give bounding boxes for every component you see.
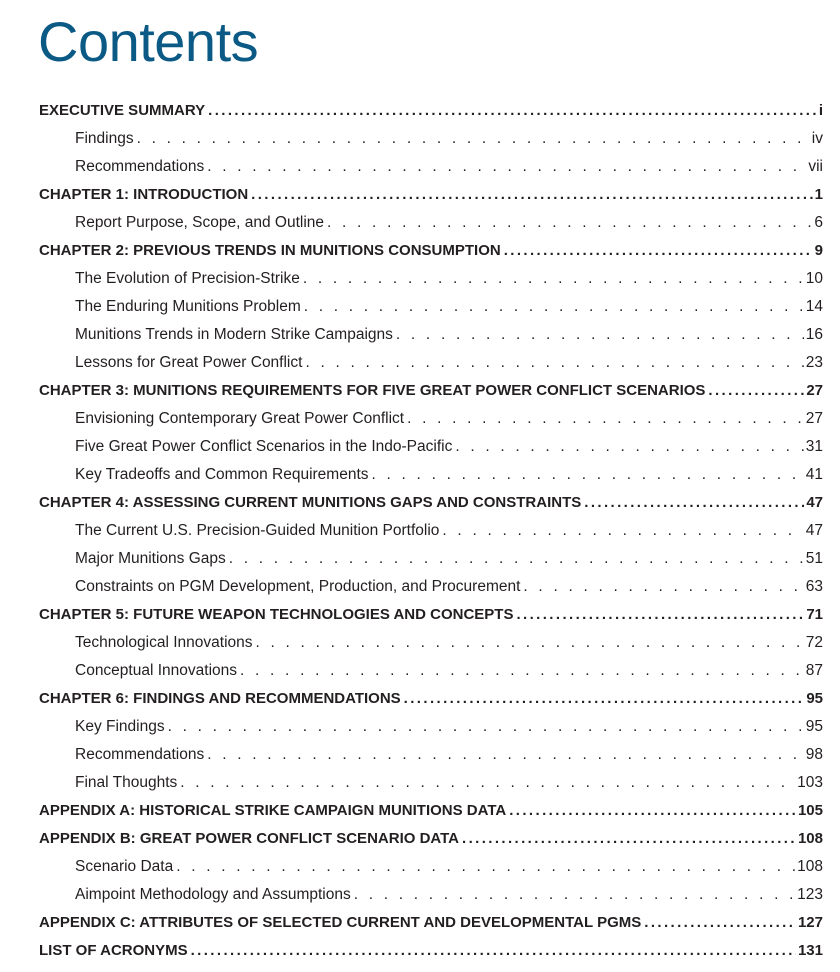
table-of-contents bbox=[39, 97, 823, 965]
toc-page-number: 27 bbox=[805, 410, 823, 427]
toc-entry-label: The Evolution of Precision-Strike bbox=[75, 270, 300, 287]
toc-dot-leader bbox=[256, 629, 804, 657]
toc-dot-leader bbox=[523, 573, 803, 601]
toc-subsection-entry[interactable] bbox=[39, 853, 823, 881]
toc-dot-leader bbox=[708, 377, 804, 405]
toc-entry-label: APPENDIX B: GREAT POWER CONFLICT SCENARIO DATA bbox=[39, 830, 459, 847]
toc-entry-label: Five Great Power Conflict Scenarios in the Indo-Pacific bbox=[75, 438, 453, 455]
toc-dot-leader bbox=[176, 853, 795, 881]
toc-dot-leader bbox=[327, 209, 812, 237]
toc-section-entry[interactable] bbox=[39, 685, 823, 713]
toc-page-number: 72 bbox=[805, 634, 823, 651]
toc-entry-label: The Current U.S. Precision-Guided Munition Portfolio bbox=[75, 522, 440, 539]
toc-entry-label: APPENDIX A: HISTORICAL STRIKE CAMPAIGN MUNITIONS DATA bbox=[39, 802, 507, 819]
toc-subsection-entry[interactable] bbox=[39, 657, 823, 685]
toc-page-number: 71 bbox=[806, 606, 823, 623]
toc-subsection-entry[interactable] bbox=[39, 349, 823, 377]
toc-dot-leader bbox=[251, 181, 812, 209]
toc-section-entry[interactable] bbox=[39, 97, 823, 125]
toc-entry-label: Key Tradeoffs and Common Requirements bbox=[75, 466, 369, 483]
toc-subsection-entry[interactable] bbox=[39, 153, 823, 181]
toc-page-number: 103 bbox=[797, 774, 823, 791]
toc-dot-leader bbox=[137, 125, 810, 153]
toc-dot-leader bbox=[455, 433, 803, 461]
toc-page-number: 23 bbox=[805, 354, 823, 371]
toc-page-number: 131 bbox=[797, 942, 823, 959]
toc-page-number: i bbox=[818, 102, 823, 119]
toc-page-number: 9 bbox=[814, 242, 823, 259]
toc-subsection-entry[interactable] bbox=[39, 461, 823, 489]
toc-dot-leader bbox=[407, 405, 804, 433]
toc-dot-leader bbox=[191, 937, 796, 965]
toc-dot-leader bbox=[584, 489, 804, 517]
toc-page-number: 14 bbox=[805, 298, 823, 315]
toc-subsection-entry[interactable] bbox=[39, 517, 823, 545]
toc-entry-label: Lessons for Great Power Conflict bbox=[75, 354, 303, 371]
toc-page-number: 108 bbox=[797, 858, 823, 875]
toc-page-number: 98 bbox=[805, 746, 823, 763]
toc-page-number: 10 bbox=[805, 270, 823, 287]
toc-page-number: 95 bbox=[806, 690, 823, 707]
toc-entry-label: CHAPTER 6: FINDINGS AND RECOMMENDATIONS bbox=[39, 690, 401, 707]
toc-subsection-entry[interactable] bbox=[39, 881, 823, 909]
toc-page-number: 41 bbox=[805, 466, 823, 483]
toc-section-entry[interactable] bbox=[39, 909, 823, 937]
toc-subsection-entry[interactable] bbox=[39, 629, 823, 657]
toc-section-entry[interactable] bbox=[39, 797, 823, 825]
toc-dot-leader bbox=[208, 97, 817, 125]
toc-page-number: 47 bbox=[805, 522, 823, 539]
toc-dot-leader bbox=[303, 265, 804, 293]
toc-dot-leader bbox=[404, 685, 805, 713]
toc-section-entry[interactable] bbox=[39, 377, 823, 405]
toc-entry-label: Recommendations bbox=[75, 746, 205, 763]
toc-entry-label: LIST OF ACRONYMS bbox=[39, 942, 188, 959]
toc-dot-leader bbox=[168, 713, 804, 741]
toc-entry-label: EXECUTIVE SUMMARY bbox=[39, 102, 206, 119]
toc-dot-leader bbox=[354, 881, 795, 909]
toc-entry-label: Report Purpose, Scope, and Outline bbox=[75, 214, 325, 231]
toc-dot-leader bbox=[396, 321, 804, 349]
toc-page-number: 1 bbox=[814, 186, 823, 203]
toc-page-number: 47 bbox=[806, 494, 823, 511]
toc-entry-label: Technological Innovations bbox=[75, 634, 253, 651]
toc-entry-label: Conceptual Innovations bbox=[75, 662, 238, 679]
toc-entry-label: Final Thoughts bbox=[75, 774, 178, 791]
toc-entry-label: Munitions Trends in Modern Strike Campaigns bbox=[75, 326, 393, 343]
toc-entry-label: Major Munitions Gaps bbox=[75, 550, 226, 567]
toc-subsection-entry[interactable] bbox=[39, 769, 823, 797]
toc-dot-leader bbox=[462, 825, 796, 853]
toc-section-entry[interactable] bbox=[39, 937, 823, 965]
toc-entry-label: CHAPTER 2: PREVIOUS TRENDS IN MUNITIONS CONSUMPTION bbox=[39, 242, 501, 259]
toc-section-entry[interactable] bbox=[39, 237, 823, 265]
toc-dot-leader bbox=[442, 517, 803, 545]
toc-page-number: 27 bbox=[806, 382, 823, 399]
toc-dot-leader bbox=[504, 237, 813, 265]
toc-subsection-entry[interactable] bbox=[39, 573, 823, 601]
page-title: Contents bbox=[38, 10, 259, 73]
toc-dot-leader bbox=[207, 741, 804, 769]
toc-entry-label: The Enduring Munitions Problem bbox=[75, 298, 301, 315]
toc-subsection-entry[interactable] bbox=[39, 125, 823, 153]
toc-page-number: 51 bbox=[805, 550, 823, 567]
toc-page-number: 6 bbox=[814, 214, 823, 231]
toc-dot-leader bbox=[509, 797, 796, 825]
toc-entry-label: CHAPTER 4: ASSESSING CURRENT MUNITIONS GAPS AND CONSTRAINTS bbox=[39, 494, 582, 511]
toc-entry-label: Recommendations bbox=[75, 158, 205, 175]
toc-dot-leader bbox=[372, 461, 804, 489]
toc-section-entry[interactable] bbox=[39, 181, 823, 209]
toc-page-number: 87 bbox=[805, 662, 823, 679]
toc-dot-leader bbox=[516, 601, 804, 629]
toc-subsection-entry[interactable] bbox=[39, 405, 823, 433]
toc-subsection-entry[interactable] bbox=[39, 209, 823, 237]
toc-section-entry[interactable] bbox=[39, 601, 823, 629]
toc-page-number: 127 bbox=[797, 914, 823, 931]
toc-entry-label: CHAPTER 1: INTRODUCTION bbox=[39, 186, 249, 203]
toc-entry-label: Envisioning Contemporary Great Power Conflict bbox=[75, 410, 405, 427]
toc-page-number: 31 bbox=[805, 438, 823, 455]
toc-dot-leader bbox=[304, 293, 804, 321]
toc-dot-leader bbox=[229, 545, 804, 573]
toc-page-number: 63 bbox=[805, 578, 823, 595]
toc-page-number: vii bbox=[808, 158, 823, 175]
toc-subsection-entry[interactable] bbox=[39, 741, 823, 769]
toc-page-number: 95 bbox=[805, 718, 823, 735]
toc-entry-label: Aimpoint Methodology and Assumptions bbox=[75, 886, 351, 903]
toc-page-number: 108 bbox=[797, 830, 823, 847]
toc-dot-leader bbox=[644, 909, 796, 937]
toc-dot-leader bbox=[240, 657, 804, 685]
toc-subsection-entry[interactable] bbox=[39, 433, 823, 461]
toc-subsection-entry[interactable] bbox=[39, 321, 823, 349]
toc-page-number: 16 bbox=[805, 326, 823, 343]
toc-entry-label: Constraints on PGM Development, Production, and Procurement bbox=[75, 578, 521, 595]
toc-entry-label: Scenario Data bbox=[75, 858, 174, 875]
toc-page-number: 105 bbox=[797, 802, 823, 819]
toc-dot-leader bbox=[180, 769, 795, 797]
toc-section-entry[interactable] bbox=[39, 825, 823, 853]
toc-entry-label: Key Findings bbox=[75, 718, 165, 735]
toc-entry-label: CHAPTER 3: MUNITIONS REQUIREMENTS FOR FIVE GREAT POWER CONFLICT SCENARIOS bbox=[39, 382, 706, 399]
toc-dot-leader bbox=[305, 349, 803, 377]
toc-section-entry[interactable] bbox=[39, 489, 823, 517]
toc-entry-label: CHAPTER 5: FUTURE WEAPON TECHNOLOGIES AND CONCEPTS bbox=[39, 606, 514, 623]
toc-subsection-entry[interactable] bbox=[39, 265, 823, 293]
toc-entry-label: Findings bbox=[75, 130, 134, 147]
toc-subsection-entry[interactable] bbox=[39, 713, 823, 741]
toc-entry-label: APPENDIX C: ATTRIBUTES OF SELECTED CURRENT AND DEVELOPMENTAL PGMS bbox=[39, 914, 642, 931]
toc-subsection-entry[interactable] bbox=[39, 545, 823, 573]
toc-dot-leader bbox=[207, 153, 806, 181]
toc-page-number: iv bbox=[811, 130, 823, 147]
toc-page-number: 123 bbox=[797, 886, 823, 903]
toc-subsection-entry[interactable] bbox=[39, 293, 823, 321]
